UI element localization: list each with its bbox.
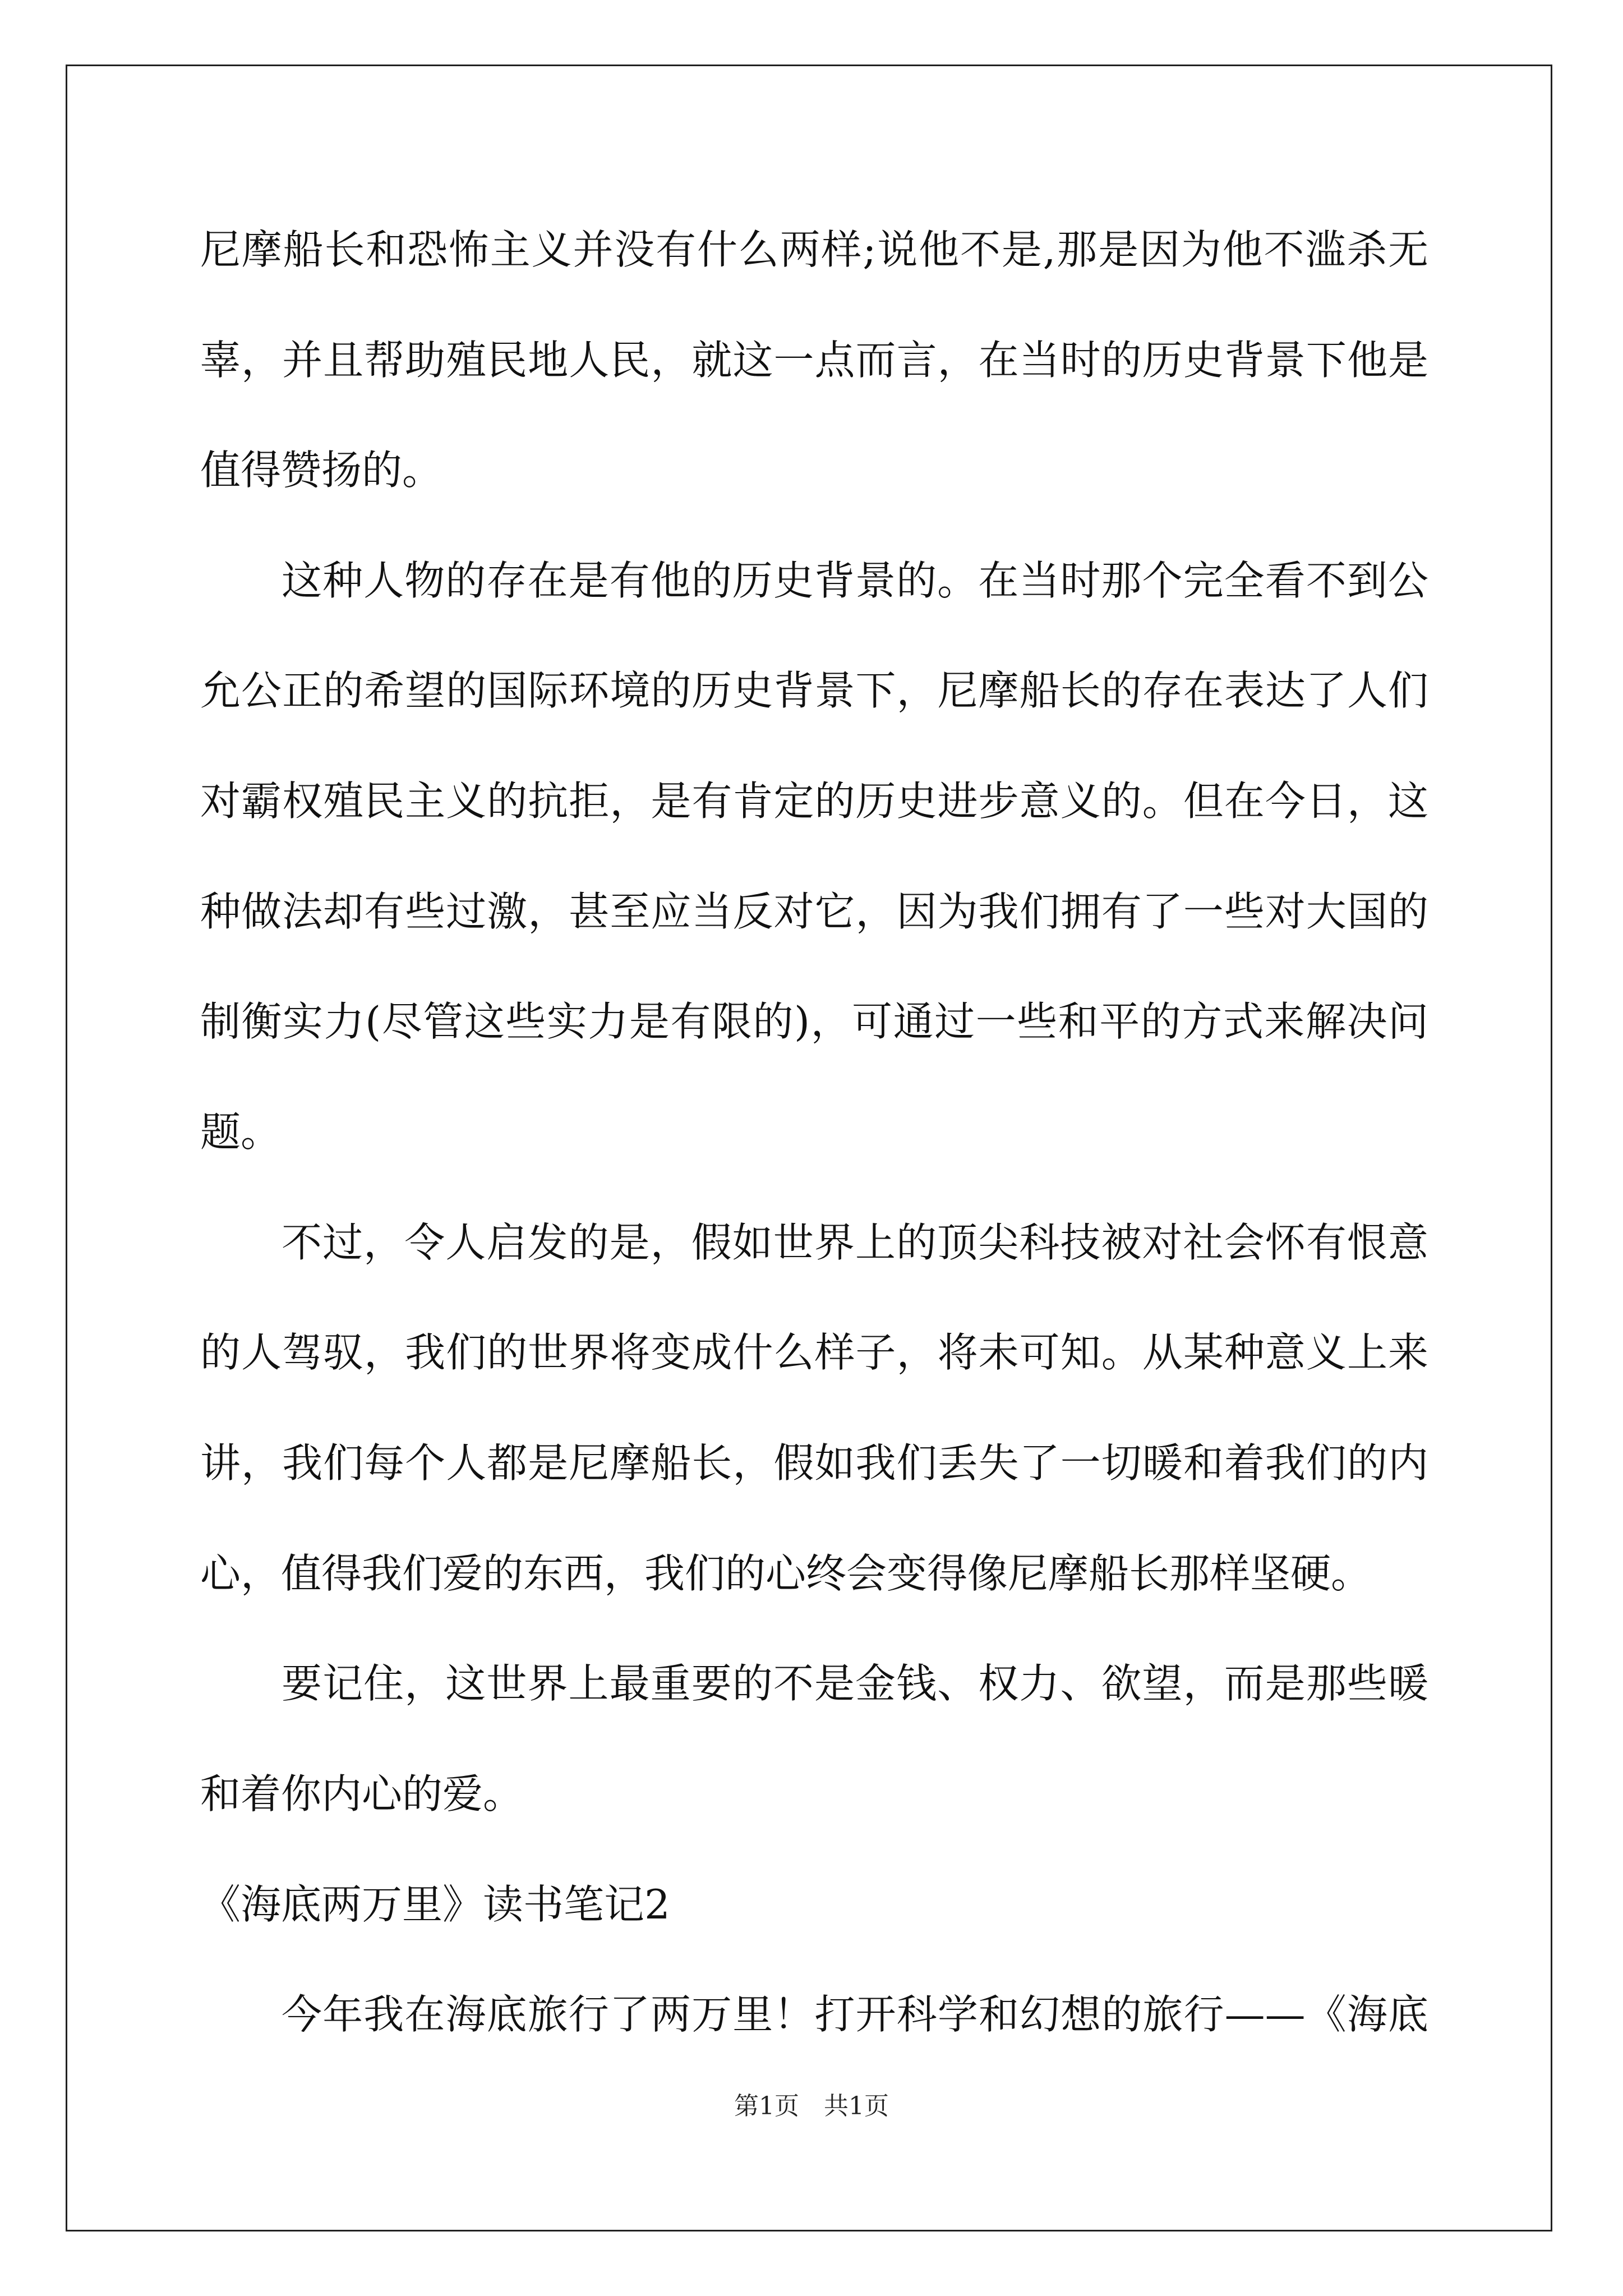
text-line: 和着你内心的爱。 [200, 1770, 524, 1818]
text-line: 对霸权殖民主义的抗拒，是有肯定的历史进步意义的。但在今日，这 [200, 777, 1428, 825]
text-line: 制衡实力(尽管这些实力是有限的)，可通过一些和平的方式来解决问 [200, 998, 1428, 1045]
text-line: 讲，我们每个人都是尼摩船长，假如我们丢失了一切暖和着我们的内 [200, 1439, 1428, 1487]
text-line: 辜，并且帮助殖民地人民，就这一点而言，在当时的历史背景下他是 [200, 337, 1428, 384]
text-line: 心，值得我们爱的东西，我们的心终会变得像尼摩船长那样坚硬。 [200, 1550, 1372, 1597]
text-line: 今年我在海底旅行了两万里！打开科学和幻想的旅行——《海底 [282, 1991, 1428, 2038]
text-line: 题。 [200, 1108, 282, 1156]
text-line: 要记住，这世界上最重要的不是金钱、权力、欲望，而是那些暖 [282, 1660, 1428, 1707]
text-line: 种做法却有些过激，甚至应当反对它，因为我们拥有了一些对大国的 [200, 888, 1428, 935]
section-heading: 《海底两万里》读书笔记2 [200, 1881, 670, 1928]
text-line: 尼摩船长和恐怖主义并没有什么两样;说他不是,那是因为他不滥杀无 [200, 226, 1428, 273]
text-line: 这种人物的存在是有他的历史背景的。在当时那个完全看不到公 [282, 557, 1428, 604]
page-footer: 第1页 共1页 [734, 2092, 889, 2120]
text-line: 的人驾驭，我们的世界将变成什么样子，将未可知。从某种意义上来 [200, 1329, 1428, 1376]
text-line: 值得赞扬的。 [200, 447, 443, 494]
text-line: 允公正的希望的国际环境的历史背景下，尼摩船长的存在表达了人们 [200, 667, 1428, 714]
text-line: 不过，令人启发的是，假如世界上的顶尖科技被对社会怀有恨意 [282, 1219, 1428, 1266]
